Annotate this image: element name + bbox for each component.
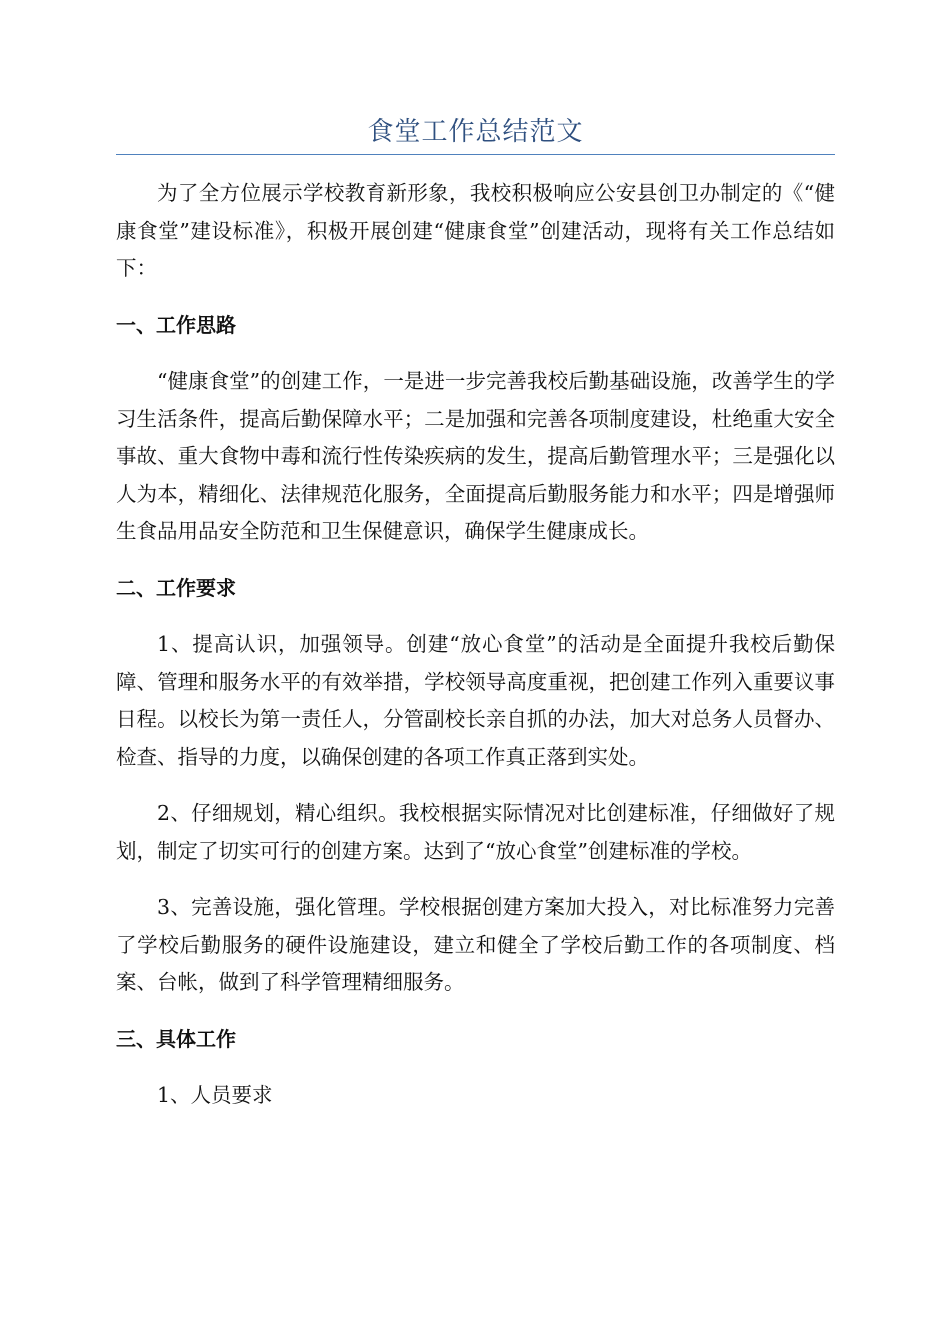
document-body [116,175,835,1134]
requirements-paragraph-2: 2、仔细规划，精心组织。我校根据实际情况对比创建标准，仔细做好了规划，制定了切实可行的创建方案。达到了“放心食堂”创建标准的学校。 [116,801,835,863]
section-heading-requirements: 二、工作要求 [116,575,236,600]
section-approach-paragraph: “健康食堂”的创建工作，一是进一步完善我校后勤基础设施，改善学生的学习生活条件，提高后勤保障水平；二是加强和完善各项制度建设，杜绝重大安全事故、重大食物中毒和流行性传染疾病的发生，提高后勤管理水平；三是强化以人为本，精细化、法律规范化服务，全面提高后勤服务能力和水平；四是增强师生食品用品安全防范和卫生保健意识，确保学生健康成长。 [116,369,835,543]
document-page [116,0,835,1344]
requirements-paragraph-3: 3、完善设施，强化管理。学校根据创建方案加大投入，对比标准努力完善了学校后勤服务的硬件设施建设，建立和健全了学校后勤工作的各项制度、档案、台帐，做到了科学管理精细服务。 [116,895,835,994]
intro-paragraph: 为了全方位展示学校教育新形象，我校积极响应公安县创卫办制定的《“健康食堂”建设标准》，积极开展创建“健康食堂”创建活动，现将有关工作总结如下： [116,181,835,280]
section-heading-specific-work: 三、具体工作 [116,1026,236,1051]
requirements-paragraph-1: 1、提高认识，加强领导。创建“放心食堂”的活动是全面提升我校后勤保障、管理和服务水平的有效举措，学校领导高度重视，把创建工作列入重要议事日程。以校长为第一责任人，分管副校长亲自抓的办法，加大对总务人员督办、检查、指导的力度，以确保创建的各项工作真正落到实处。 [116,632,835,769]
section-heading-approach: 一、工作思路 [116,312,236,337]
title-underline [116,154,835,155]
specific-work-paragraph-1: 1、人员要求 [157,1083,273,1107]
document-title: 食堂工作总结范文 [367,117,584,147]
